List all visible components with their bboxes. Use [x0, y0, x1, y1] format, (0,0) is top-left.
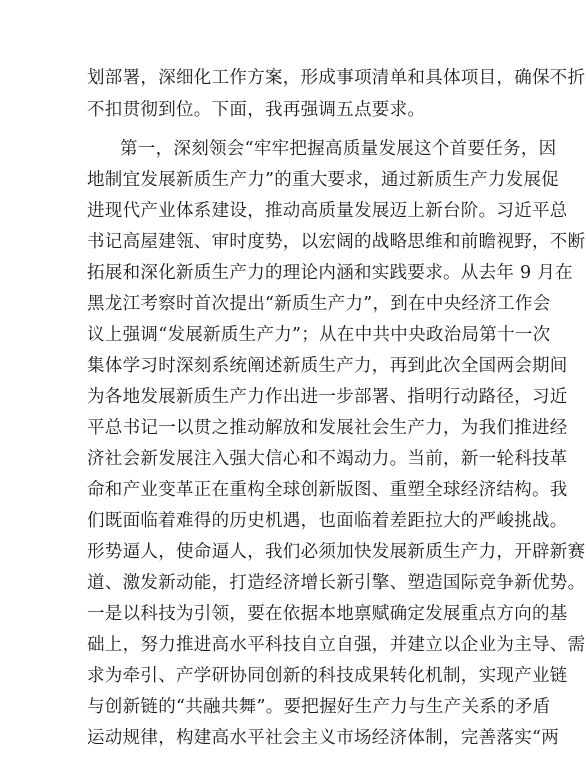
text-line: 础上，努力推进高水平科技自立自强，并建立以企业为主导、需: [87, 635, 586, 655]
text-line: 济社会新发展注入强大信心和不竭动力。当前，新一轮科技革: [87, 449, 568, 469]
text-line: 道、激发新动能，打造经济增长新引擎、塑造国际竞争新优势。: [87, 573, 586, 593]
text-line: 平总书记一以贯之推动解放和发展社会生产力，为我们推进经: [87, 418, 568, 438]
text-line: 们既面临着难得的历史机遇，也面临着差距拉大的严峻挑战。: [87, 511, 568, 531]
text-line: 书记高屋建瓴、审时度势，以宏阔的战略思维和前瞻视野，不断: [87, 232, 586, 252]
text-line: 命和产业变革正在重构全球创新版图、重塑全球经济结构。我: [87, 480, 568, 500]
text-line: 为各地发展新质生产力作出进一步部署、指明行动路径，习近: [87, 387, 568, 407]
text-line: 求为牵引、产学研协同创新的科技成果转化机制，实现产业链: [87, 666, 568, 686]
text-line: 地制宜发展新质生产力”的重大要求，通过新质生产力发展促: [87, 170, 560, 190]
text-line: 进现代产业体系建设，推动高质量发展迈上新台阶。习近平总: [87, 201, 568, 221]
text-line: 运动规律，构建高水平社会主义市场经济体制，完善落实“两: [87, 728, 560, 748]
text-line: 拓展和深化新质生产力的理论内涵和实践要求。从去年 9 月在: [87, 263, 573, 283]
text-line: 与创新链的“共融共舞”。要把握好生产力与生产关系的矛盾: [87, 697, 551, 717]
text-line: 集体学习时深刻系统阐述新质生产力，再到此次全国两会期间: [87, 356, 568, 376]
text-line: 黑龙江考察时首次提出“新质生产力”，到在中央经济工作会: [87, 294, 551, 314]
text-line: 形势逼人，使命逼人，我们必须加快发展新质生产力，开辟新赛: [87, 542, 586, 562]
text-line: 划部署，深细化工作方案，形成事项清单和具体项目，确保不折: [87, 68, 586, 88]
text-line: 议上强调“发展新质生产力”；从在中共中央政治局第十一次: [87, 325, 551, 345]
text-line: 一是以科技为引领，要在依据本地禀赋确定发展重点方向的基: [87, 604, 568, 624]
text-line: 不扣贯彻到位。下面，我再强调五点要求。: [87, 100, 426, 120]
text-line: 第一，深刻领会“牢牢把握高质量发展这个首要任务，因: [120, 139, 557, 159]
